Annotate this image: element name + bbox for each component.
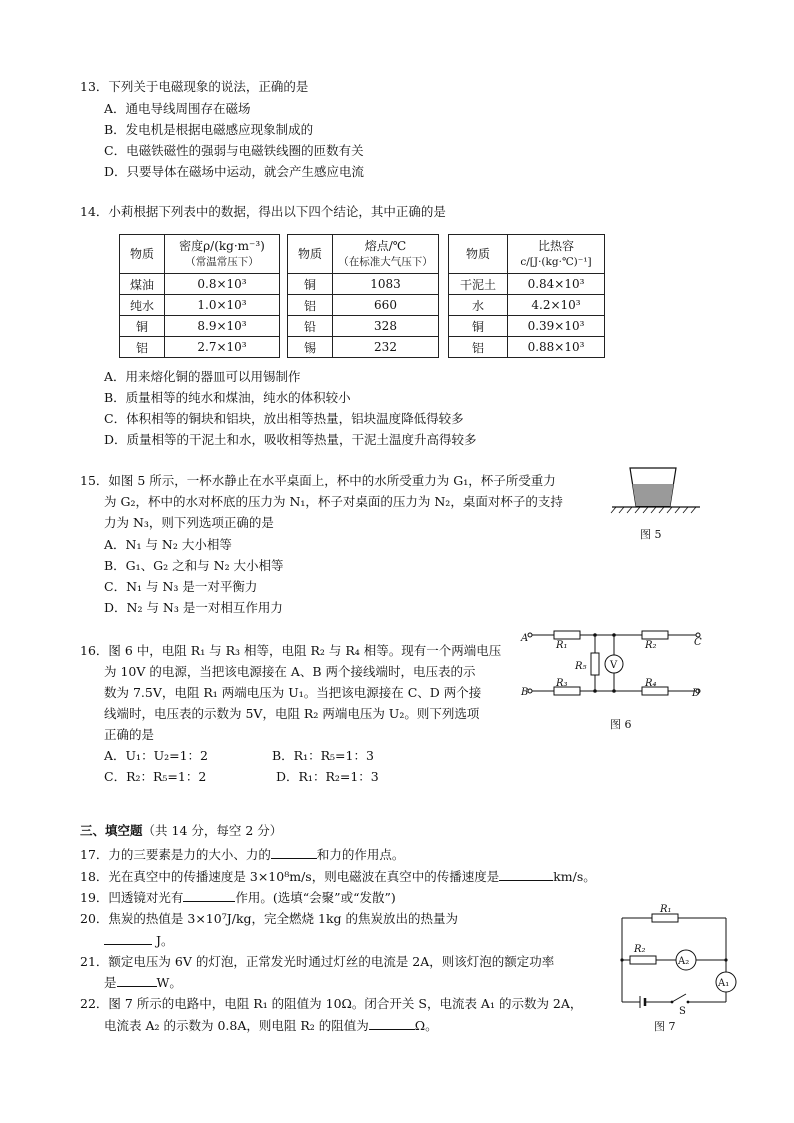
q21-line2: 是 W。 [104,975,182,990]
figure-6-caption: 图 6 [610,718,632,731]
q16-option-d[interactable]: D．R₁：R₂=1：3 [276,769,379,784]
answer-blank[interactable] [369,1017,415,1030]
q16-option-c[interactable]: C．R₂：R₅=1：2 [104,769,207,784]
figure-7-circuit [616,902,740,1014]
q13-option-d[interactable]: D．只要导体在磁场中运动，就会产生感应电流 [104,164,365,179]
answer-blank[interactable] [104,932,152,945]
table-header: 熔点/℃ （在标准大气压下） [333,235,439,274]
table-header: 物质 [449,235,508,274]
terminal-c-label: C [694,637,702,648]
q17: 17．力的三要素是力的大小、力的 和力的作用点。 [80,847,405,862]
q16-stem-line: 数为 7.5V，电阻 R₁ 两端电压为 U₁。当把该电源接在 C、D 两个接 [104,685,482,700]
answer-blank[interactable] [271,846,317,859]
q15-option-d[interactable]: D．N₂ 与 N₃ 是一对相互作用力 [104,600,283,615]
figure-6-circuit [518,618,712,710]
specific-heat-table: 物质 比热容 c/[J·(kg·℃)⁻¹] 干泥土 0.84×10³ 水 4.2×10³ 铜 0.39×10³ 铝 0.88×10³ [448,234,605,358]
r4-label: R₄ [645,678,657,689]
q13-option-a[interactable]: A．通电导线周围存在磁场 [104,101,251,116]
r2-label: R₂ [645,640,657,651]
q20-line1: 20．焦炭的热值是 3×10⁷J/kg，完全燃烧 1kg 的焦炭放出的热量为 [80,911,458,926]
q16-stem-line: 为 10V 的电源，当把该电源接在 A、B 两个接线端时，电压表的示 [104,664,476,679]
q22-line1: 22．图 7 所示的电路中，电阻 R₁ 的阻值为 10Ω。闭合开关 S，电流表 A₁ 的示数为 2A， [80,996,583,1011]
q20-line2: J。 [104,932,174,950]
q15-option-c[interactable]: C．N₁ 与 N₃ 是一对平衡力 [104,579,258,594]
q15-stem-line: 15．如图 5 所示，一杯水静止在水平桌面上，杯中的水所受重力为 G₁，杯子所受重力 [80,473,556,488]
q15-stem-line: 为 G₂，杯中的水对杯底的压力为 N₁，杯子对桌面的压力为 N₂，桌面对杯子的支持 [104,494,563,509]
q15-option-b[interactable]: B．G₁、G₂ 之和与 N₂ 大小相等 [104,558,284,573]
q13-option-c[interactable]: C．电磁铁磁性的强弱与电磁铁线圈的匝数有关 [104,143,364,158]
q14-option-c[interactable]: C．体积相等的铜块和铝块，放出相等热量，铝块温度降低得较多 [104,411,464,426]
r1-label: R₁ [660,904,672,915]
q14-option-d[interactable]: D．质量相等的干泥土和水，吸收相等热量，干泥土温度升高得较多 [104,432,477,447]
answer-blank[interactable] [183,889,235,902]
q18: 18．光在真空中的传播速度是 3×10⁸m/s，则电磁波在真空中的传播速度是 km/s。 [80,869,596,884]
r3-label: R₃ [556,678,568,689]
density-table: 物质 密度ρ/(kg·m⁻³) （常温常压下） 煤油 0.8×10³ 纯水 1.0×10³ 铜 8.9×10³ 铝 2.7×10³ [119,234,280,358]
q16-option-b[interactable]: B．R₁：R₅=1：3 [272,748,374,763]
terminal-a-label: A [521,633,529,644]
q14-option-b[interactable]: B．质量相等的纯水和煤油，纯水的体积较小 [104,390,351,405]
r2-label: R₂ [634,944,646,955]
terminal-b-label: B [521,687,529,698]
terminal-d-label: D [692,688,701,699]
figure-7-caption: 图 7 [654,1020,676,1033]
table-header: 物质 [288,235,333,274]
ammeter-a1-label: A₁ [718,978,730,989]
switch-s-label: S [679,1006,686,1014]
voltmeter-label: V [610,660,618,671]
r5-label: R₅ [575,661,587,672]
table-header: 密度ρ/(kg·m⁻³) （常温常压下） [165,235,280,274]
section-3-title: 三、填空题（共 14 分，每空 2 分） [80,823,283,838]
q15-option-a[interactable]: A．N₁ 与 N₂ 大小相等 [104,537,232,552]
answer-blank[interactable] [117,974,157,987]
ammeter-a2-label: A₂ [678,956,690,967]
q13-option-b[interactable]: B．发电机是根据电磁感应现象制成的 [104,122,314,137]
table-header: 物质 [120,235,165,274]
q15-stem-line: 力为 N₃，则下列选项正确的是 [104,515,274,530]
answer-blank[interactable] [499,868,553,881]
cup-of-water-figure [608,460,704,522]
q21-line1: 21．额定电压为 6V 的灯泡，正常发光时通过灯丝的电流是 2A，则该灯泡的额定功率 [80,954,555,969]
figure-5-caption: 图 5 [640,528,662,541]
q22-line2: 电流表 A₂ 的示数为 0.8A，则电阻 R₂ 的阻值为 Ω。 [104,1018,438,1033]
q19: 19．凹透镜对光有 作用。(选填“会聚”或“发散”) [80,890,396,905]
q16-stem-line: 正确的是 [104,727,155,742]
q16-stem-line: 16．图 6 中，电阻 R₁ 与 R₃ 相等，电阻 R₂ 与 R₄ 相等。现有一个两端电压 [80,643,502,658]
q16-option-a[interactable]: A．U₁：U₂=1：2 [104,748,208,763]
q14-stem: 14．小莉根据下列表中的数据，得出以下四个结论，其中正确的是 [80,204,446,219]
q16-stem-line: 线端时，电压表的示数为 5V，电阻 R₂ 两端电压为 U₂。则下列选项 [104,706,480,721]
q14-option-a[interactable]: A．用来熔化铜的器皿可以用锡制作 [104,369,301,384]
q13-stem: 13．下列关于电磁现象的说法，正确的是 [80,79,309,94]
r1-label: R₁ [556,640,568,651]
table-header: 比热容 c/[J·(kg·℃)⁻¹] [508,235,605,274]
melting-point-table: 物质 熔点/℃ （在标准大气压下） 铜 1083 铝 660 铅 328 锡 232 [287,234,439,358]
